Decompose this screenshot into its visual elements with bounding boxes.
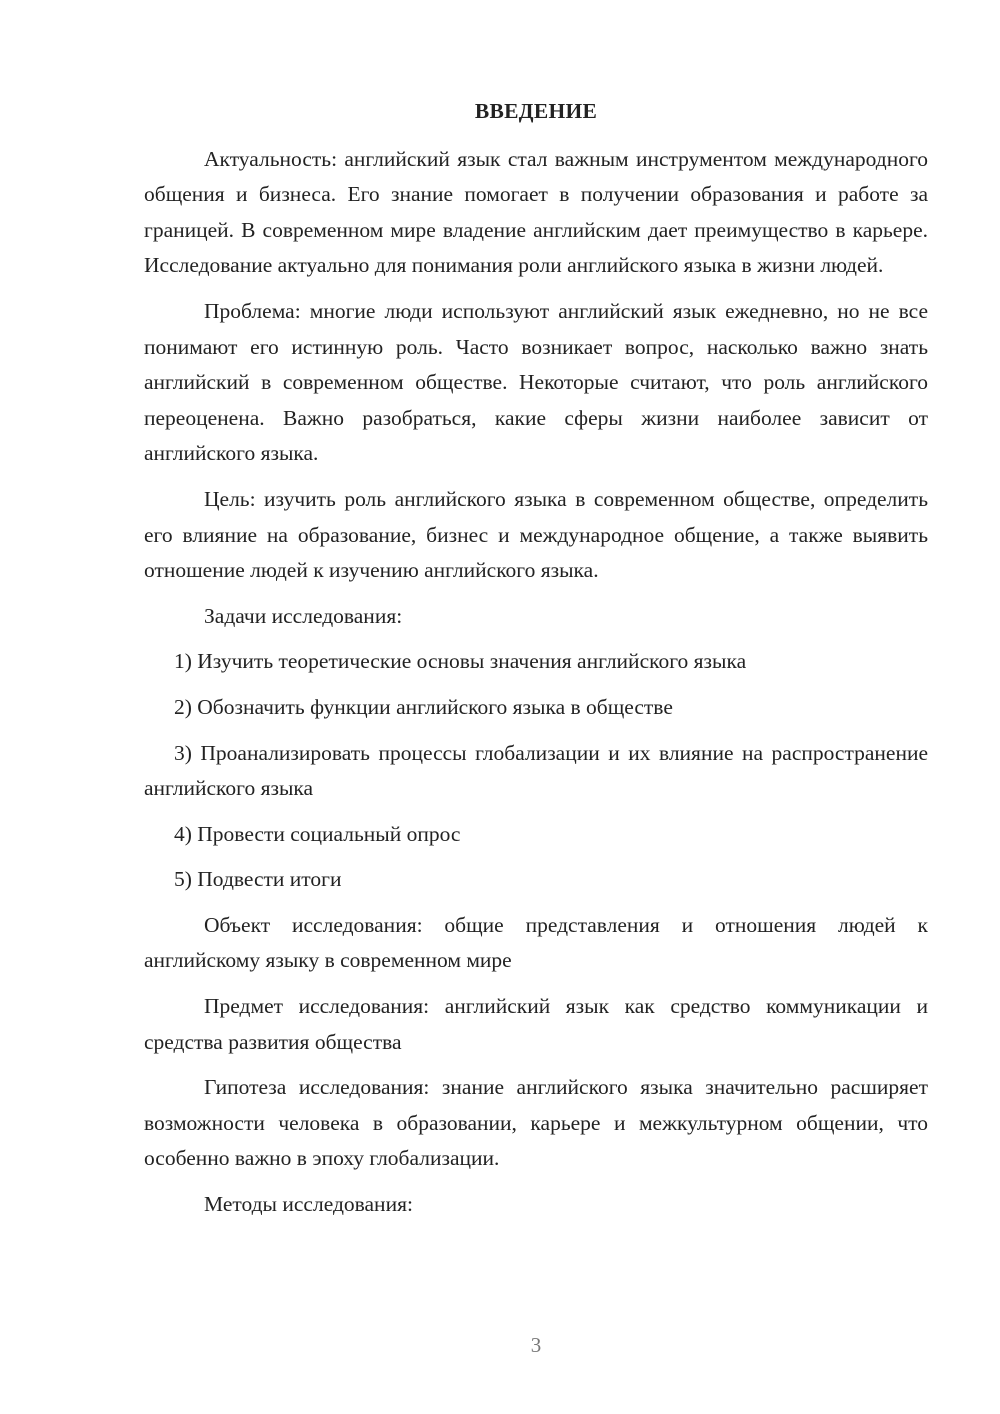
tasks-list [144, 644, 928, 898]
task-item: 2) Обозначить функции английского языка в обществе [174, 694, 673, 719]
subject-paragraph: Предмет исследования: английский язык как средство коммуникации и средства развития общества [144, 994, 928, 1054]
hypothesis-paragraph: Гипотеза исследования: знание английского языка значительно расширяет возможности человека в образовании, карьере и межкультурном общении, что особенно важно в эпоху глобализации. [144, 1075, 928, 1171]
task-item: 3) Проанализировать процессы глобализации и их влияние на распространение английского языка [144, 740, 928, 801]
object-paragraph: Объект исследования: общие представления и отношения людей к английскому языку в современном мире [144, 912, 928, 973]
tasks-title: Задачи исследования: [204, 603, 403, 628]
task-item: 1) Изучить теоретические основы значения английского языка [174, 649, 747, 674]
methods-title: Методы исследования: [204, 1192, 413, 1217]
task-item: 4) Провести социальный опрос [174, 821, 461, 846]
task-item: 5) Подвести итоги [174, 867, 342, 892]
section-heading: ВВЕДЕНИЕ [474, 99, 598, 123]
page-number: 3 [530, 1333, 542, 1357]
page-content [144, 94, 928, 1233]
problem-paragraph: Проблема: многие люди используют английский язык ежедневно, но не все понимают его истинную роль. Часто возникает вопрос, насколько важно знать английский в современном обществе. Некоторые считают, что роль английского переоценена. Важно разобраться, какие сферы жизни наиболее зависит от английского языка. [144, 298, 928, 466]
relevance-paragraph: Актуальность: английский язык стал важным инструментом международного общения и бизнеса. Его знание помогает в получении образования и работе за границей. В современном мире владение английским дает преимущество в карьере. Исследование актуально для понимания роли английского языка в жизни людей. [144, 146, 928, 278]
goal-paragraph: Цель: изучить роль английского языка в современном обществе, определить его влияние на образование, бизнес и международное общение, а также выявить отношение людей к изучению английского языка. [144, 486, 928, 583]
